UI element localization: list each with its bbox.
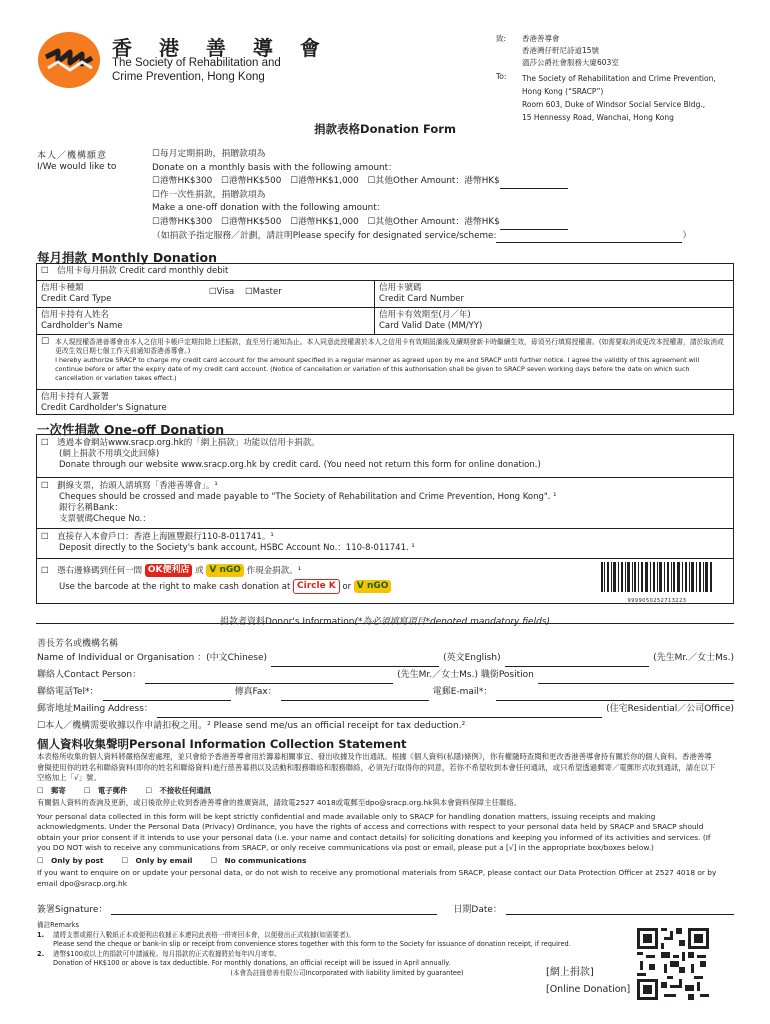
- privacy-zh-text-2: 有關個人資料的查詢及更新，或日後欲停止收到香港善導會的推廣資訊，請致電2527 4018或電郵至dpo@sracp.org.hk與本會資料保障主任聯絡。: [37, 798, 522, 807]
- en-email-option[interactable]: ☐ Only by email: [121, 855, 193, 865]
- signature-row: [37, 902, 734, 915]
- qr-code-icon: [637, 928, 709, 1000]
- qr-code[interactable]: [637, 928, 709, 1000]
- zh-none-option[interactable]: ☐ 不接收任何通訊: [145, 785, 212, 795]
- privacy-heading: 個人資料收集聲明Personal Information Collection Statement: [37, 737, 407, 751]
- contact-row: [37, 667, 734, 684]
- bank-label[interactable]: 銀行名稱Bank：: [59, 503, 123, 513]
- date-label: 日期Date：: [453, 905, 502, 915]
- form-options: [152, 148, 691, 243]
- address-en: [522, 72, 716, 124]
- address-en-line: Room 603, Duke of Windsor Social Service Bldg.,: [522, 100, 706, 109]
- web-en: Donate through our website www.sracp.org.hk by credit card. (You need not return this form for online donation.): [59, 460, 541, 470]
- signature-zh: 信用卡持有人簽署: [41, 392, 110, 402]
- oneoff-table: [36, 434, 734, 604]
- privacy-zh-options: [37, 786, 717, 797]
- expiry-zh: 信用卡有效期至(月／年): [379, 310, 471, 320]
- name-english-field[interactable]: [505, 657, 650, 667]
- card-type-en: Credit Card Type: [41, 294, 112, 304]
- card-type-zh: 信用卡種類: [41, 283, 84, 293]
- card-number-en: Credit Card Number: [379, 294, 464, 304]
- fax-label: 傳真Fax：: [234, 687, 277, 697]
- card-number-cell[interactable]: [374, 280, 733, 307]
- monthly-amounts-text[interactable]: ☐港幣HK$300 ☐港幣HK$500 ☐港幣HK$1,000 ☐其他Other Amount：港幣HK$: [152, 176, 500, 187]
- holder-name-en: Cardholder's Name: [41, 321, 123, 331]
- position-field[interactable]: [538, 674, 734, 684]
- remark-1-zh: 請將支票或銀行入數紙正本或便利店收據正本連同此表格一併寄回本會，以便發出正式收據(如需要者)。: [53, 930, 355, 939]
- privacy-en-text-2: If you want to enquire on or update your personal data, or do not wish to receive any promotional materials from SRACP, please contact our Data Protection Officer at 2527 4018 or by email dpo@sracp.org.hk: [37, 868, 717, 888]
- receipt-option[interactable]: ☐本人／機構需要收據以作申請扣稅之用。² Please send me/us an official receipt for tax deduction.²: [37, 721, 466, 731]
- address-row: [37, 701, 734, 718]
- holder-name-cell[interactable]: [37, 307, 374, 334]
- cash-en-b: or: [342, 582, 352, 592]
- card-type-cell: [37, 280, 205, 307]
- ok-store-logo: OK便利店: [145, 564, 193, 577]
- logo: [36, 30, 102, 90]
- remark-2-zh: 港幣$100或以上的捐款可申請減稅。每月捐款的正式收據將於每年四月寄奉。: [53, 949, 281, 958]
- expiry-en: Card Valid Date (MM/YY): [379, 321, 483, 331]
- monthly-other-field[interactable]: [500, 179, 568, 189]
- name-chinese-field[interactable]: [271, 657, 439, 667]
- authorisation-zh: 本人現授權香港善導會由本人之信用卡帳戶定期扣除上述振款，直至另行通知為止。本人同意此授權書於本人之信用卡有效期屆滿後及續期發新卡時繼續生效，毋須另行填寫授權書。(如需要取消或更改本授權書，請於取消或更改生效日期七個工作天前通知香港善導會。): [55, 338, 724, 355]
- address-zh-line: 溫莎公爵社會服務大廈603室: [522, 58, 619, 67]
- sracp-logo-icon: [36, 30, 102, 90]
- vango-logo: V nGO: [206, 564, 244, 577]
- card-type-options: [205, 280, 374, 307]
- oneoff-amounts[interactable]: [152, 216, 691, 230]
- signature-label: 簽署Signature：: [37, 905, 108, 915]
- form-title: 捐款表格Donation Form: [314, 122, 456, 136]
- address-label: 郵寄地址Mailing Address：: [37, 704, 153, 714]
- cheque-zh[interactable]: ☐ 劃線支票，抬頭人請填寫「香港善導會」。¹: [41, 481, 218, 491]
- donor-form: [37, 638, 734, 735]
- monthly-option-zh[interactable]: ☐每月定期捐助，捐贈款項為: [152, 149, 266, 159]
- visa-checkbox[interactable]: ☐Visa: [209, 287, 235, 297]
- contact-title-options[interactable]: (先生Mr.／女士Ms.) 職銜Position: [397, 670, 534, 680]
- cash-zh-b: 或: [195, 566, 204, 576]
- en-post-option[interactable]: ☐ Only by post: [37, 855, 104, 865]
- web-option[interactable]: [37, 435, 733, 477]
- deposit-en: Deposit directly to the Society's bank account, HSBC Account No.：110-8-011741. ¹: [59, 543, 415, 553]
- address-en-line: 15 Hennessy Road, Wanchai, Hong Kong: [522, 113, 674, 122]
- email-field[interactable]: [496, 691, 734, 701]
- signature-cell[interactable]: [37, 389, 733, 415]
- would-like-en: I/We would like to: [37, 162, 117, 172]
- address-zh-line: 香港灣仔軒尼詩道15號: [522, 46, 600, 55]
- privacy-en-options: [37, 856, 717, 867]
- card-number-zh: 信用卡號碼: [379, 283, 422, 293]
- would-like-zh: 本人／機構願意: [37, 151, 108, 161]
- name-row: [37, 650, 734, 667]
- address-field[interactable]: [157, 708, 602, 718]
- circlek-logo: Circle K: [293, 579, 340, 594]
- remark-1-en: Please send the cheque or bank-in slip or receipt from convenience stores together with this form to the Society for issuance of donation receipt, if required.: [53, 940, 571, 949]
- web-zh-2: (網上捐款不用填交此回條): [59, 449, 160, 459]
- contact-field[interactable]: [145, 674, 393, 684]
- vango-logo-2: V nGO: [354, 580, 392, 593]
- monthly-option-en: Donate on a monthly basis with the following amount：: [152, 162, 397, 173]
- monthly-amounts[interactable]: [152, 175, 691, 189]
- remark-1-num: 1.: [37, 930, 45, 939]
- remark-2-en: Donation of HK$100 or above is tax deductible. For monthly donations, an official receipt will be issued in April annually.: [53, 959, 451, 968]
- zh-email-option[interactable]: ☐ 電子郵件: [83, 785, 128, 795]
- oneoff-amounts-text[interactable]: ☐港幣HK$300 ☐港幣HK$500 ☐港幣HK$1,000 ☐其他Other Amount：港幣HK$: [152, 216, 500, 227]
- oneoff-option-en: Make a one-off donation with the following amount：: [152, 203, 386, 214]
- barcode: [601, 562, 713, 607]
- signature-en: Credit Cardholder's Signature: [41, 403, 167, 413]
- donor-heading-note: (*為必須填寫項目*denoted mandatory fields): [354, 617, 550, 627]
- authorisation-checkbox[interactable]: ☐: [41, 337, 50, 347]
- monthly-heading: 每月捐款 Monthly Donation: [37, 250, 217, 265]
- address-zh-line: 香港善導會: [522, 34, 560, 43]
- tel-row: [37, 684, 734, 701]
- authorisation-en: I hereby authorize SRACP to charge my credit card account for the amount specified in a regular manner as agreed upon by me and SRACP until further notice. I agree the validity of this agreement will continue before or after the expiry date of my credit card account. (Notice of cancellation or variation of this authorisation shall be given to SRACP seven working days before the date on which such cancellation or variation takes effect.): [55, 356, 700, 382]
- remarks: [37, 921, 597, 979]
- designate-row: [152, 230, 691, 244]
- privacy-body: [37, 752, 717, 889]
- address-en-line: Hong Kong (“SRACP”): [522, 87, 604, 96]
- to-zh-label: 致:: [496, 34, 507, 43]
- online-donation-en: [Online Donation]: [546, 984, 631, 995]
- tel-field[interactable]: [103, 691, 231, 701]
- online-donation-zh: [網上捐款]: [546, 967, 594, 978]
- master-checkbox[interactable]: ☐Master: [245, 287, 282, 297]
- remark-2-num: 2.: [37, 949, 45, 958]
- to-en-label: To:: [496, 72, 507, 81]
- cash-zh-c: 作現金捐款。¹: [246, 566, 302, 576]
- name-title-options[interactable]: (先生Mr.／女士Ms.): [653, 653, 734, 663]
- incorporated-note: (本會為註冊慈善有限公司Incorporated with liability limited by guarantee): [230, 968, 464, 977]
- signature-field[interactable]: [111, 905, 437, 915]
- donor-heading-row: [0, 614, 770, 627]
- donor-heading: 捐款者資料Donor's Information: [220, 617, 355, 627]
- holder-name-zh: 信用卡持有人姓名: [41, 310, 110, 320]
- name-english-label: (英文English): [443, 653, 501, 663]
- tel-label: 聯絡電話Tel*：: [37, 687, 99, 697]
- name-zh: 善長芳名或機構名稱: [37, 639, 119, 649]
- zh-post-option[interactable]: ☐ 郵寄: [37, 785, 66, 795]
- oneoff-heading: 一次性捐款 One-off Donation: [37, 422, 225, 437]
- contact-label: 聯絡人Contact Person：: [37, 670, 142, 680]
- deposit-option[interactable]: [37, 528, 733, 558]
- designate-label: （如捐款予指定服務／計劃，請註明Please specify for designated service/scheme:: [152, 230, 497, 241]
- org-name-zh: 香 港 善 導 會: [112, 36, 330, 60]
- barcode-number: 9999050252713223: [627, 598, 687, 604]
- designate-field[interactable]: [496, 233, 682, 243]
- org-name-en-1: The Society of Rehabilitation and: [112, 57, 281, 69]
- monthly-table: [36, 263, 734, 415]
- authorisation-cell: [37, 334, 733, 389]
- oneoff-other-field[interactable]: [500, 220, 568, 230]
- address-type-options[interactable]: (住宅Residential／公司Office): [606, 704, 734, 714]
- privacy-zh-text: 本表格所收集的個人資料將嚴格保密處理，並只會給予香港善導會用於籌募相關事宜、發出收據及作出通訊。根據《個人資料(私隱)條例》，你有權隨時查閱和更改香港善導會持有關於你的個人資料。香港善導會擬使用你的姓名和聯絡資料(即你的姓名和聯絡資料)進行慈善募捐以及活動和服務聯絡和服務聯絡，必須先行取得你的同意，若你不希望收到本會任何通訊，或只希望透過郵寄／電郵形式收到通訊，請在以下空格加上「√」號。: [37, 752, 716, 782]
- expiry-cell[interactable]: [374, 307, 733, 334]
- cheque-option[interactable]: [37, 477, 733, 528]
- cc-monthly-option[interactable]: ☐ 信用卡每月捐款 Credit card monthly debit: [41, 266, 229, 276]
- designate-close: ）: [682, 230, 692, 241]
- barcode-icon: [601, 562, 713, 592]
- privacy-en-text: Your personal data collected in this form will be kept strictly confidential and made available only to SRACP for handling donation matters, issuing receipts and making acknowledgments. Under the Personal Data (Privacy) Ordinance, you have the rights of access and corrections with respect to your personal data held by SRACP and SRACP should obtain your prior consent if it intends to use your personal data (i.e. your name and contact details) for soliciting donations and keeping you informed of its activities and services. (If you DO NOT wish to receive any communications from SRACP, or only receive communications via post or email, please put a [√] in the appropriate box/boxes below.): [37, 811, 711, 852]
- address-zh: [522, 33, 619, 69]
- oneoff-option-zh[interactable]: ☐作一次性捐款，捐贈款項為: [152, 189, 266, 200]
- email-label: 電郵E-mail*：: [432, 687, 493, 697]
- fax-field[interactable]: [281, 691, 429, 701]
- en-none-option[interactable]: ☐ No communications: [210, 855, 307, 865]
- cash-zh-a[interactable]: ☐ 憑右邊條碼到任何一間: [41, 566, 143, 576]
- cheque-en: Cheques should be crossed and made payable to "The Society of Rehabilitation and Crime Prevention, Hong Kong". ¹: [59, 492, 557, 502]
- cash-en-a: Use the barcode at the right to make cash donation at: [59, 582, 291, 592]
- cash-option[interactable]: [37, 558, 733, 603]
- deposit-zh[interactable]: ☐ 直接存入本會戶口：香港上海匯豐銀行110-8-011741。¹: [41, 532, 274, 542]
- org-name-en-2: Crime Prevention, Hong Kong: [112, 71, 265, 83]
- date-field[interactable]: [506, 905, 734, 915]
- remarks-title: 備註Remarks: [37, 921, 79, 929]
- web-zh-1[interactable]: ☐ 透過本會網站www.sracp.org.hk的「網上捐款」功能以信用卡捐款。: [41, 438, 320, 448]
- address-en-line: The Society of Rehabilitation and Crime Prevention,: [522, 74, 716, 83]
- name-label: Name of Individual or Organisation ：(中文Chinese): [37, 653, 268, 663]
- cheque-no-label[interactable]: 支票號碼Cheque No.：: [59, 514, 151, 524]
